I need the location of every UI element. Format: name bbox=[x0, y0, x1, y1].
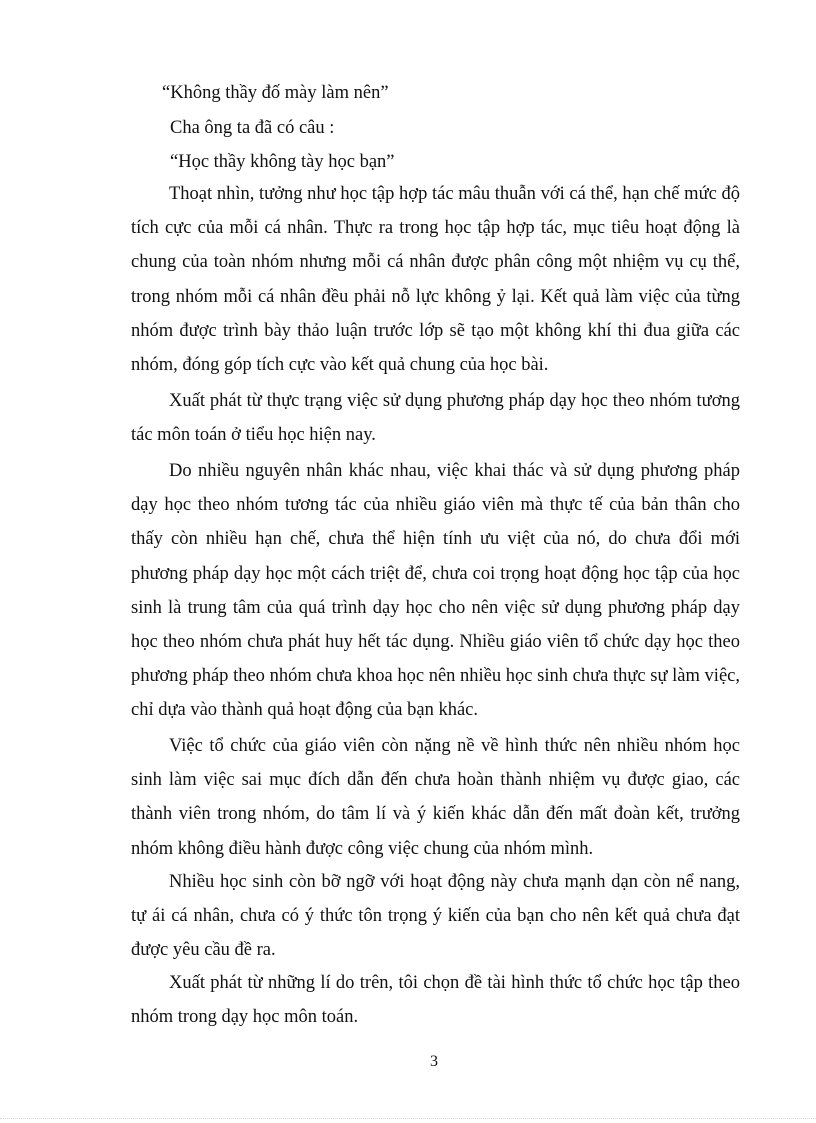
paragraph-conclusion: Xuất phát từ những lí do trên, tôi chọn đề tài hình thức tổ chức học tập theo nhóm trong dạy học môn toán. bbox=[131, 973, 740, 1028]
page-number: 3 bbox=[430, 1053, 438, 1070]
page-bottom-divider bbox=[0, 1118, 816, 1119]
proverb-line-1: “Không thầy đố mày làm nên” bbox=[162, 83, 389, 103]
paragraph-teacher-organization: Việc tổ chức của giáo viên còn nặng nề về hình thức nên nhiều nhóm học sinh làm việc sai mục đích dẫn đến chưa hoàn thành nhiệm vụ được giao, các thành viên trong nhóm, do tâm lí và ý kiến khác dẫn đến mất đoàn kết, trưởng nhóm không điều hành được công việc chung của nhóm mình. bbox=[131, 736, 740, 859]
proverb-line-2: “Học thầy không tày học bạn” bbox=[170, 152, 395, 172]
paragraph-student-attitude: Nhiều học sinh còn bỡ ngỡ với hoạt động này chưa mạnh dạn còn nể nang, tự ái cá nhân, chưa có ý thức tôn trọng ý kiến của bạn cho nên kết quả chưa đạt được yêu cầu đề ra. bbox=[131, 872, 740, 961]
proverb-intro-line: Cha ông ta đã có câu : bbox=[170, 118, 335, 138]
paragraph-reasons: Do nhiều nguyên nhân khác nhau, việc khai thác và sử dụng phương pháp dạy học theo nhóm tương tác của nhiều giáo viên mà thực tế của bản thân cho thấy còn nhiều hạn chế, chưa thể hiện tính ưu việt của nó, do chưa đổi mới phương pháp dạy học một cách triệt để, chưa coi trọng hoạt động học tập của học sinh là trung tâm của quá trình dạy học cho nên việc sử dụng phương pháp dạy học theo nhóm chưa phát huy hết tác dụng. Nhiều giáo viên tổ chức dạy học theo phương pháp theo nhóm chưa khoa học nên nhiều học sinh chưa thực sự làm việc, chỉ dựa vào thành quả hoạt động của bạn khác. bbox=[131, 461, 740, 721]
paragraph-cooperative-learning: Thoạt nhìn, tưởng như học tập hợp tác mâu thuẫn với cá thể, hạn chế mức độ tích cực của mỗi cá nhân. Thực ra trong học tập hợp tác, mục tiêu hoạt động là chung của toàn nhóm nhưng mỗi cá nhân được phân công một nhiệm vụ cụ thể, trong nhóm mỗi cá nhân đều phải nỗ lực không ỷ lại. Kết quả làm việc của từng nhóm được trình bày thảo luận trước lớp sẽ tạo một không khí thi đua giữa các nhóm, đóng góp tích cực vào kết quả chung của học bài. bbox=[131, 184, 740, 376]
paragraph-current-situation: Xuất phát từ thực trạng việc sử dụng phương pháp dạy học theo nhóm tương tác môn toán ở tiểu học hiện nay. bbox=[131, 391, 740, 446]
